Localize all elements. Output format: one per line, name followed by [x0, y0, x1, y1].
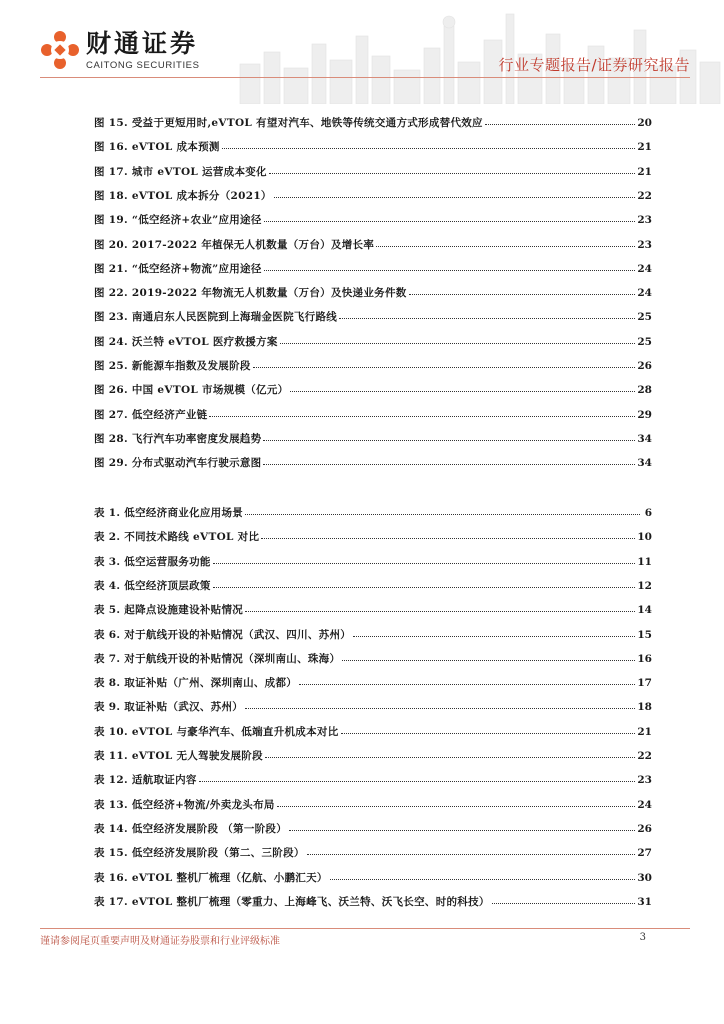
figure-toc-entry[interactable]	[94, 455, 652, 473]
table-toc-entry[interactable]	[94, 699, 652, 717]
header-divider	[40, 77, 690, 78]
figure-toc-entry[interactable]	[94, 188, 652, 206]
figure-toc-entry[interactable]	[94, 285, 652, 303]
report-type-label: 行业专题报告/证券研究报告	[498, 56, 690, 74]
table-toc-entry[interactable]	[94, 724, 652, 742]
table-toc-entry[interactable]	[94, 529, 652, 547]
toc-entry-page: 34	[637, 433, 652, 445]
toc-entry-title: 表 16. eVTOL 整机厂梳理（亿航、小鹏汇天）	[94, 872, 328, 884]
toc-dot-leader	[299, 674, 635, 685]
logo-chinese-name: 财通证券	[86, 29, 199, 58]
toc-entry-title: 图 16. eVTOL 成本预测	[94, 141, 220, 153]
toc-entry-page: 11	[637, 556, 652, 568]
toc-entry-title: 图 25. 新能源车指数及发展阶段	[94, 360, 251, 372]
toc-entry-page: 23	[637, 214, 652, 226]
toc-entry-page: 26	[637, 823, 652, 835]
toc-dot-leader	[409, 284, 636, 295]
toc-dot-leader	[485, 114, 636, 125]
toc-dot-leader	[261, 528, 635, 539]
toc-dot-leader	[222, 138, 636, 149]
toc-entry-title: 图 18. eVTOL 成本拆分（2021）	[94, 190, 272, 202]
company-logo	[40, 30, 200, 72]
toc-entry-title: 表 9. 取证补贴（武汉、苏州）	[94, 701, 244, 713]
toc-entry-title: 表 17. eVTOL 整机厂梳理（零重力、上海峰飞、沃兰特、沃飞长空、时的科技）	[94, 896, 490, 908]
figure-toc-entry[interactable]	[94, 334, 652, 352]
table-toc-entry[interactable]	[94, 627, 652, 645]
toc-entry-page: 27	[637, 847, 652, 859]
toc-dot-leader	[263, 430, 635, 441]
toc-entry-title: 表 13. 低空经济+物流/外卖龙头布局	[94, 799, 275, 811]
toc-dot-leader	[263, 454, 635, 465]
toc-entry-title: 表 10. eVTOL 与豪华汽车、低端直升机成本对比	[94, 726, 339, 738]
toc-entry-page: 12	[637, 580, 652, 592]
toc-entry-title: 表 14. 低空经济发展阶段 （第一阶段）	[94, 823, 288, 835]
toc-dot-leader	[209, 406, 635, 417]
toc-dot-leader	[307, 844, 636, 855]
toc-entry-page: 28	[637, 384, 652, 396]
toc-dot-leader	[253, 357, 636, 368]
toc-entry-page: 15	[637, 629, 652, 641]
table-toc-entry[interactable]	[94, 748, 652, 766]
toc-entry-title: 表 1. 低空经济商业化应用场景	[94, 507, 244, 519]
toc-entry-page: 22	[637, 750, 652, 762]
toc-dot-leader	[213, 553, 636, 564]
figure-toc-entry[interactable]	[94, 382, 652, 400]
toc-entry-page: 14	[637, 604, 652, 616]
toc-entry-title: 图 26. 中国 eVTOL 市场规模（亿元）	[94, 384, 289, 396]
figure-toc-entry[interactable]	[94, 237, 652, 255]
toc-dot-leader	[199, 771, 636, 782]
figure-toc-entry[interactable]	[94, 139, 652, 157]
toc-entry-title: 表 11. eVTOL 无人驾驶发展阶段	[94, 750, 263, 762]
toc-dot-leader	[265, 747, 635, 758]
toc-entry-page: 22	[637, 190, 652, 202]
toc-entry-title: 图 27. 低空经济产业链	[94, 409, 208, 421]
figure-toc-entry[interactable]	[94, 358, 652, 376]
table-toc-entry[interactable]	[94, 505, 652, 523]
toc-entry-page: 16	[637, 653, 652, 665]
toc-entry-page: 6	[644, 507, 652, 519]
logo-english-name: CAITONG SECURITIES	[86, 60, 200, 71]
toc-entry-page: 26	[637, 360, 652, 372]
toc-dot-leader	[492, 893, 636, 904]
footer-disclaimer: 谨请参阅尾页重要声明及财通证券股票和行业评级标准	[40, 936, 280, 947]
toc-entry-page: 31	[637, 896, 652, 908]
toc-entry-title: 图 28. 飞行汽车功率密度发展趋势	[94, 433, 262, 445]
toc-entry-title: 图 23. 南通启东人民医院到上海瑞金医院飞行路线	[94, 311, 338, 323]
toc-entry-title: 表 2. 不同技术路线 eVTOL 对比	[94, 531, 260, 543]
toc-entry-page: 29	[637, 409, 652, 421]
figure-toc-entry[interactable]	[94, 261, 652, 279]
table-toc-entry[interactable]	[94, 602, 652, 620]
toc-entry-page: 24	[637, 799, 652, 811]
figure-toc-entry[interactable]	[94, 309, 652, 327]
toc-entry-page: 23	[637, 774, 652, 786]
toc-dot-leader	[277, 796, 636, 807]
toc-entry-page: 30	[637, 872, 652, 884]
table-toc-entry[interactable]	[94, 772, 652, 790]
toc-dot-leader	[264, 260, 636, 271]
toc-dot-leader	[341, 723, 636, 734]
toc-entry-title: 表 6. 对于航线开设的补贴情况（武汉、四川、苏州）	[94, 629, 352, 641]
figure-toc-entry[interactable]	[94, 115, 652, 133]
figure-toc-entry[interactable]	[94, 431, 652, 449]
table-toc-entry[interactable]	[94, 894, 652, 912]
toc-dot-leader	[330, 869, 636, 880]
toc-entry-title: 表 7. 对于航线开设的补贴情况（深圳南山、珠海）	[94, 653, 341, 665]
table-toc-entry[interactable]	[94, 675, 652, 693]
toc-entry-title: 图 29. 分布式驱动汽车行驶示意图	[94, 457, 262, 469]
toc-dot-leader	[213, 577, 636, 588]
toc-entry-page: 17	[637, 677, 652, 689]
toc-dot-leader	[280, 333, 636, 344]
toc-entry-page: 21	[637, 141, 652, 153]
toc-entry-page: 25	[637, 336, 652, 348]
page-number: 3	[639, 932, 646, 943]
toc-dot-leader	[274, 187, 636, 198]
toc-dot-leader	[269, 163, 636, 174]
figure-toc-entry[interactable]	[94, 164, 652, 182]
figure-toc-entry[interactable]	[94, 407, 652, 425]
toc-dot-leader	[339, 308, 635, 319]
toc-entry-title: 图 15. 受益于更短用时,eVTOL 有望对汽车、地铁等传统交通方式形成替代效应	[94, 117, 483, 129]
toc-entry-title: 表 15. 低空经济发展阶段（第二、三阶段）	[94, 847, 305, 859]
toc-dot-leader	[290, 381, 635, 392]
toc-entry-page: 24	[637, 287, 652, 299]
table-toc-entry[interactable]	[94, 651, 652, 669]
table-toc-entry[interactable]	[94, 578, 652, 596]
toc-entry-title: 表 8. 取证补贴（广州、深圳南山、成都）	[94, 677, 298, 689]
toc-entry-page: 21	[637, 166, 652, 178]
toc-entry-page: 10	[637, 531, 652, 543]
toc-dot-leader	[353, 626, 635, 637]
toc-entry-title: 表 4. 低空经济顶层政策	[94, 580, 211, 592]
caitong-logo-icon	[40, 30, 80, 70]
table-toc-entry[interactable]	[94, 797, 652, 815]
toc-entry-page: 24	[637, 263, 652, 275]
toc-dot-leader	[376, 236, 635, 247]
toc-entry-page: 25	[637, 311, 652, 323]
table-toc-entry[interactable]	[94, 554, 652, 572]
toc-entry-page: 23	[637, 239, 652, 251]
toc-entry-page: 18	[637, 701, 652, 713]
figure-toc-entry[interactable]	[94, 212, 652, 230]
toc-entry-title: 表 5. 起降点设施建设补贴情况	[94, 604, 244, 616]
toc-entry-page: 20	[637, 117, 652, 129]
toc-entry-page: 34	[637, 457, 652, 469]
table-toc-entry[interactable]	[94, 821, 652, 839]
toc-dot-leader	[342, 650, 635, 661]
toc-dot-leader	[264, 211, 636, 222]
toc-dot-leader	[245, 504, 640, 515]
toc-entry-title: 图 24. 沃兰特 eVTOL 医疗救援方案	[94, 336, 278, 348]
toc-dot-leader	[289, 820, 635, 831]
table-toc-entry[interactable]	[94, 845, 652, 863]
footer-divider	[40, 928, 690, 929]
toc-entry-title: 图 19. “低空经济+农业”应用途径	[94, 214, 262, 226]
page-header	[0, 0, 724, 110]
toc-entry-title: 图 17. 城市 eVTOL 运营成本变化	[94, 166, 267, 178]
toc-entry-title: 表 3. 低空运营服务功能	[94, 556, 211, 568]
toc-entry-title: 图 21. “低空经济+物流”应用途径	[94, 263, 262, 275]
toc-entry-page: 21	[637, 726, 652, 738]
toc-entry-title: 图 20. 2017-2022 年植保无人机数量（万台）及增长率	[94, 239, 375, 251]
toc-dot-leader	[245, 601, 635, 612]
toc-entry-title: 表 12. 适航取证内容	[94, 774, 197, 786]
table-toc-entry[interactable]	[94, 870, 652, 888]
toc-dot-leader	[245, 698, 635, 709]
toc-entry-title: 图 22. 2019-2022 年物流无人机数量（万台）及快递业务件数	[94, 287, 407, 299]
